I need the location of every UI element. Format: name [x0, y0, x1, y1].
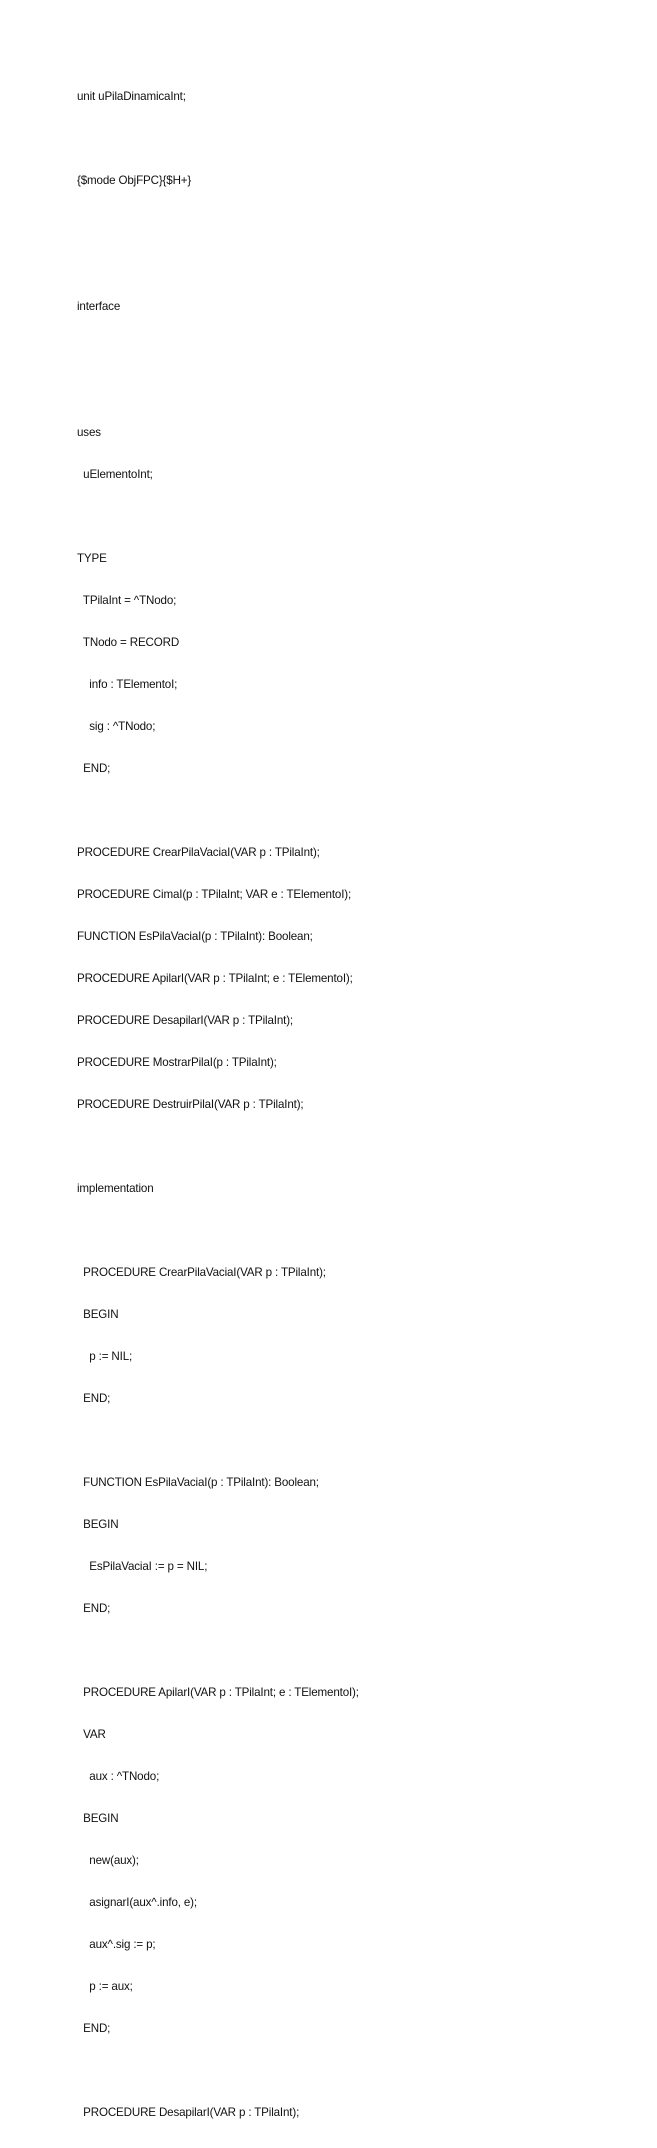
code-line-field-sig: sig : ^TNodo;	[77, 720, 156, 733]
code-line-decl-desapilar: PROCEDURE DesapilarI(VAR p : TPilaInt);	[77, 1014, 293, 1027]
code-line-statement: p := aux;	[77, 1980, 133, 1993]
code-line-unit-declaration: unit uPilaDinamicaInt;	[77, 90, 186, 103]
code-line-implementation-keyword: implementation	[77, 1182, 154, 1195]
code-line-decl-crear: PROCEDURE CrearPilaVaciaI(VAR p : TPilaInt);	[77, 846, 320, 859]
code-line-statement: asignarI(aux^.info, e);	[77, 1896, 197, 1909]
code-line-decl-mostrar: PROCEDURE MostrarPilaI(p : TPilaInt);	[77, 1056, 277, 1069]
code-line-blank	[77, 2064, 359, 2078]
code-line-interface-keyword: interface	[77, 300, 121, 313]
code-line-field-info: info : TElementoI;	[77, 678, 178, 691]
code-line-type-nodo: TNodo = RECORD	[77, 636, 180, 649]
code-line-decl-destruir: PROCEDURE DestruirPilaI(VAR p : TPilaInt);	[77, 1098, 304, 1111]
code-line-blank	[77, 1434, 359, 1448]
code-line-statement: new(aux);	[77, 1854, 139, 1867]
code-line-blank	[77, 342, 359, 356]
code-line-statement: EsPilaVaciaI := p = NIL;	[77, 1560, 208, 1573]
code-line-impl-desapilar-header: PROCEDURE DesapilarI(VAR p : TPilaInt);	[77, 2106, 300, 2119]
code-line-blank	[77, 132, 359, 146]
code-line-blank	[77, 384, 359, 398]
code-line-statement: aux^.sig := p;	[77, 1938, 156, 1951]
code-line-blank	[77, 1224, 359, 1238]
code-line-begin: BEGIN	[77, 1308, 119, 1321]
code-line-blank	[77, 804, 359, 818]
code-line-impl-espilavacia-header: FUNCTION EsPilaVaciaI(p : TPilaInt): Boolean;	[77, 1476, 319, 1489]
code-line-statement: p := NIL;	[77, 1350, 133, 1363]
code-line-blank	[77, 258, 359, 272]
code-line-uses-unit: uElementoInt;	[77, 468, 153, 481]
code-line-impl-crear-header: PROCEDURE CrearPilaVaciaI(VAR p : TPilaInt);	[77, 1266, 326, 1279]
code-line-end: END;	[77, 1602, 111, 1615]
code-line-var-aux: aux : ^TNodo;	[77, 1770, 160, 1783]
code-line-var-keyword: VAR	[77, 1728, 106, 1741]
code-line-decl-cima: PROCEDURE CimaI(p : TPilaInt; VAR e : TElementoI);	[77, 888, 352, 901]
code-line-blank	[77, 510, 359, 524]
code-line-decl-apilar: PROCEDURE ApilarI(VAR p : TPilaInt; e : TElementoI);	[77, 972, 353, 985]
code-line-begin: BEGIN	[77, 1812, 119, 1825]
code-line-uses-keyword: uses	[77, 426, 101, 439]
code-line-record-end: END;	[77, 762, 111, 775]
code-line-blank	[77, 1140, 359, 1154]
code-line-blank	[77, 1644, 359, 1658]
code-line-type-keyword: TYPE	[77, 552, 107, 565]
code-line-compiler-directives: {$mode ObjFPC}{$H+}	[77, 174, 192, 187]
code-line-end: END;	[77, 2022, 111, 2035]
code-line-end: END;	[77, 1392, 111, 1405]
code-line-blank	[77, 216, 359, 230]
code-line-decl-espilavacia: FUNCTION EsPilaVaciaI(p : TPilaInt): Boolean;	[77, 930, 313, 943]
source-code-block	[77, 62, 359, 2148]
code-line-begin: BEGIN	[77, 1518, 119, 1531]
code-line-type-pila: TPilaInt = ^TNodo;	[77, 594, 177, 607]
code-line-impl-apilar-header: PROCEDURE ApilarI(VAR p : TPilaInt; e : TElementoI);	[77, 1686, 359, 1699]
